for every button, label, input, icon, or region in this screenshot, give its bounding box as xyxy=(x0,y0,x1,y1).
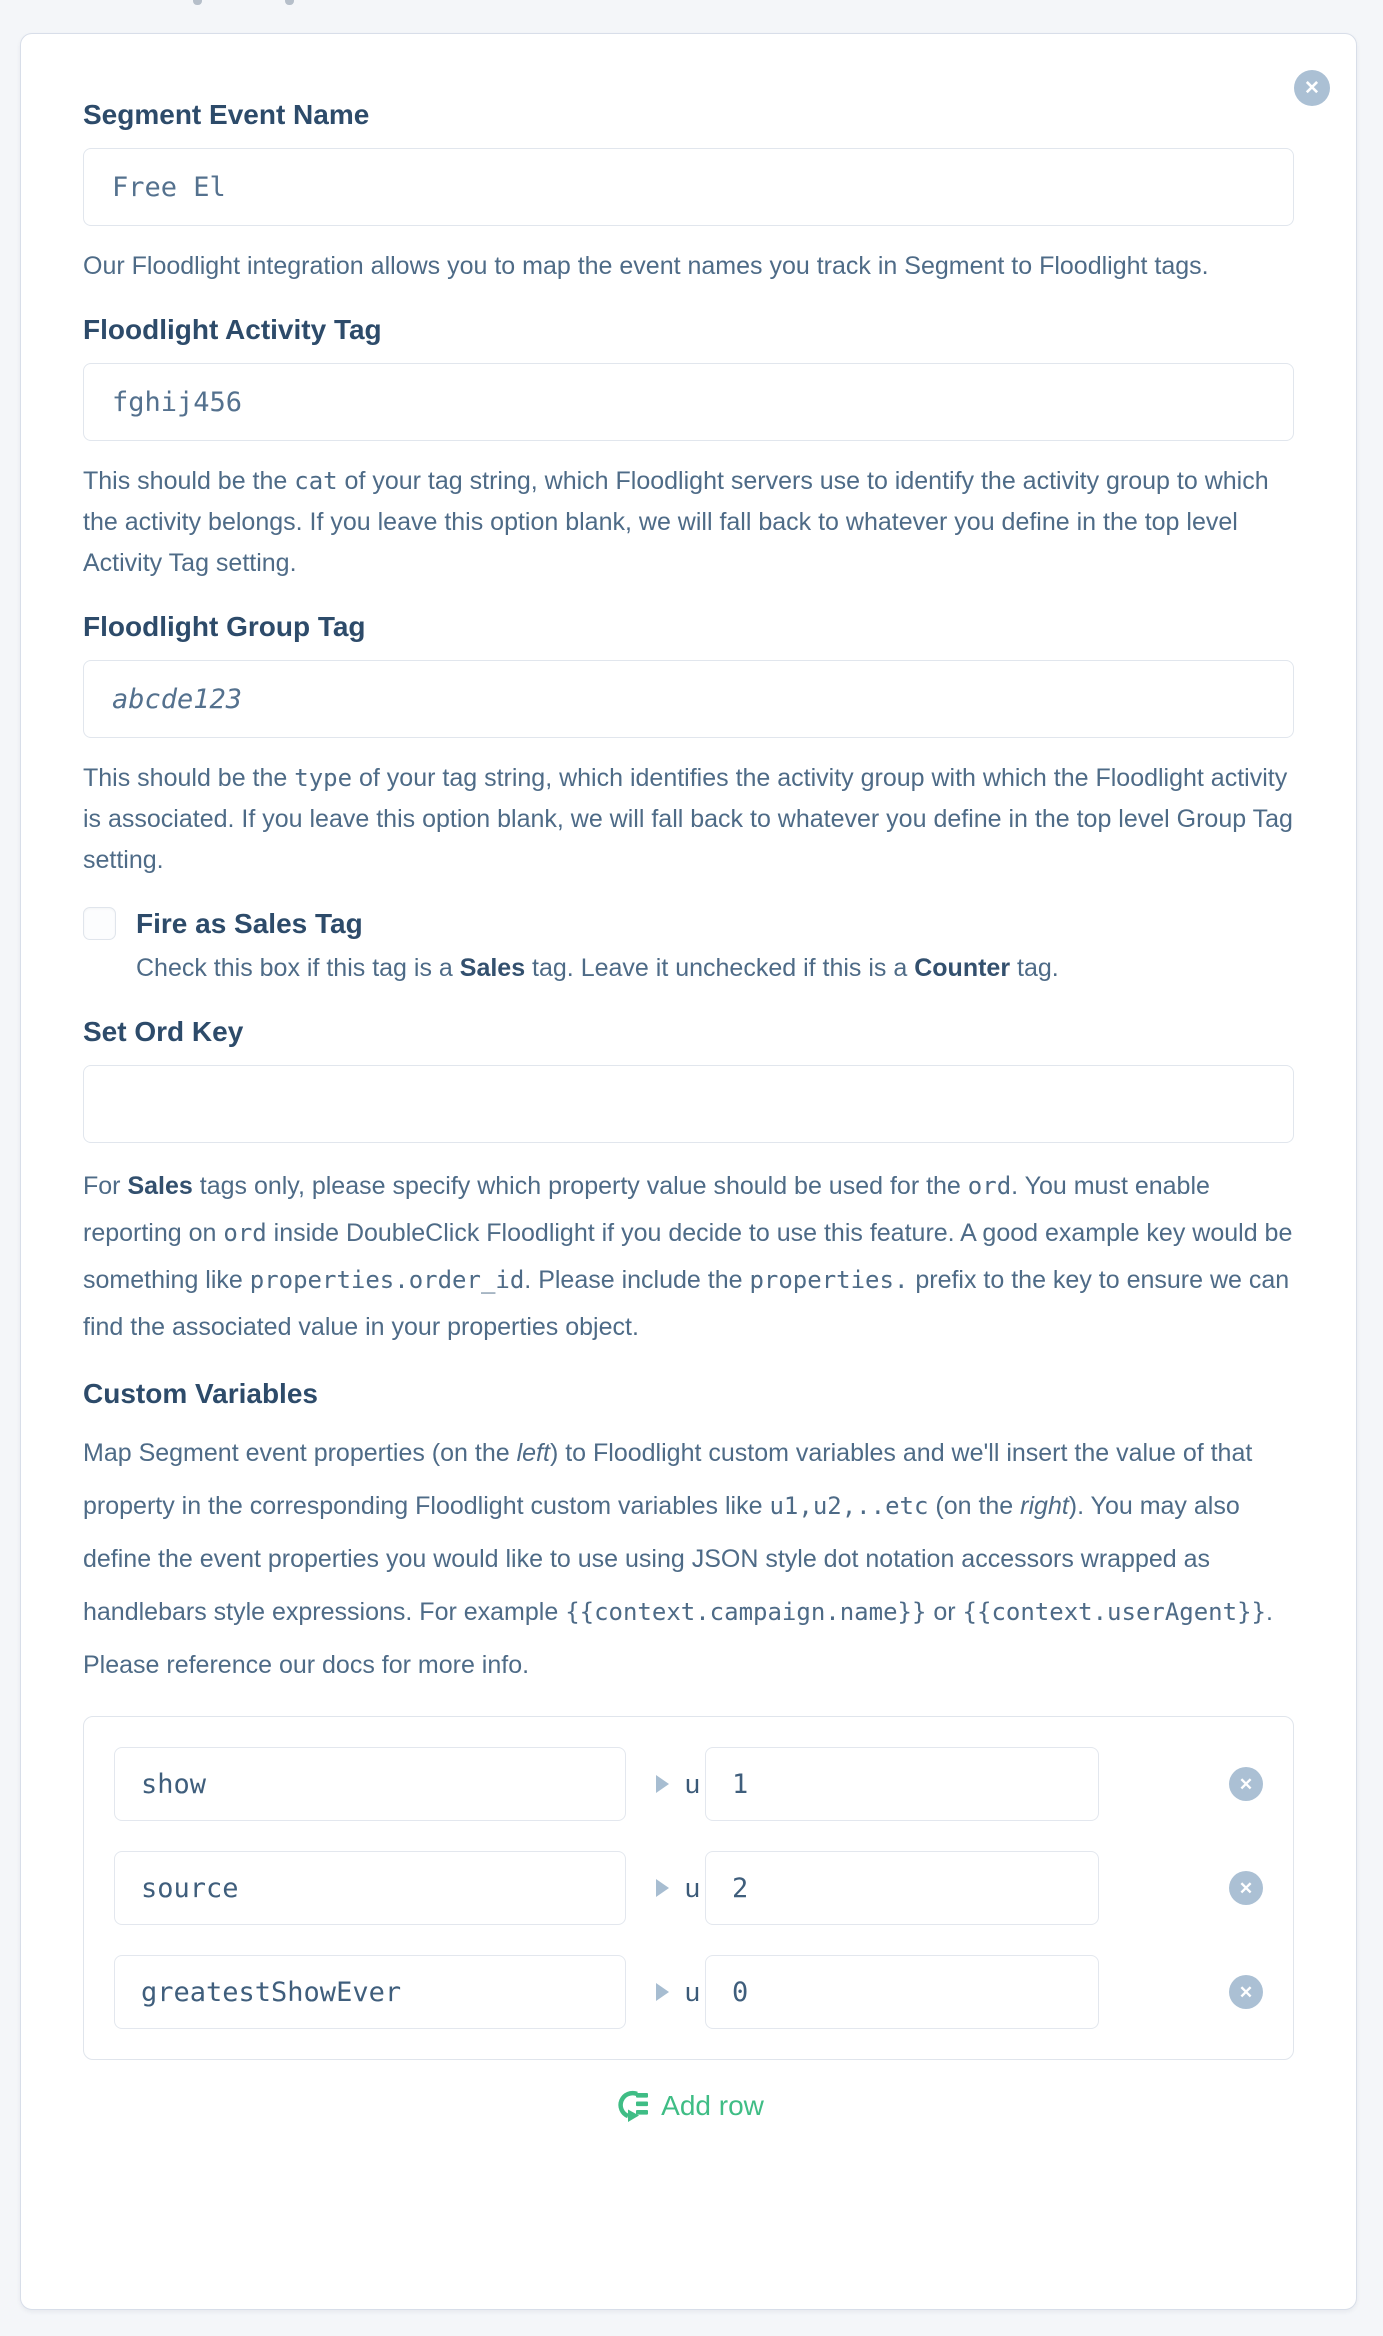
floodlight-settings-modal xyxy=(20,33,1357,2310)
clipped-text-fragment xyxy=(193,0,202,5)
property-input[interactable] xyxy=(114,1851,626,1925)
segment-event-name-input[interactable] xyxy=(83,148,1294,226)
variable-prefix: u xyxy=(685,1976,701,2007)
add-row-button[interactable] xyxy=(613,2090,764,2122)
close-icon: ✕ xyxy=(1304,77,1320,99)
group-tag-description: This should be the type of your tag string, which identifies the activity group with which the Floodlight activity is associated. If you leave this option blank, we will fall back to whatever you define in the top level Group Tag setting. xyxy=(83,764,1293,874)
remove-row-button[interactable] xyxy=(1229,1975,1263,2009)
remove-row-button[interactable] xyxy=(1229,1767,1263,1801)
property-input[interactable] xyxy=(114,1747,626,1821)
sales-tag-section xyxy=(83,907,1294,989)
remove-row-button[interactable] xyxy=(1229,1871,1263,1905)
x-icon: ✕ xyxy=(1238,1774,1254,1794)
variable-input[interactable] xyxy=(705,1851,1099,1925)
custom-variables-heading: Custom Variables xyxy=(83,1378,318,1409)
sales-tag-label: Fire as Sales Tag xyxy=(136,907,363,939)
custom-variable-row xyxy=(114,1955,1263,2029)
variable-prefix: u xyxy=(685,1872,701,1903)
variable-input[interactable] xyxy=(705,1955,1099,2029)
custom-variable-row xyxy=(114,1747,1263,1821)
activity-tag-label: Floodlight Activity Tag xyxy=(83,314,382,345)
variable-input[interactable] xyxy=(705,1747,1099,1821)
arrow-right-icon xyxy=(656,1983,669,2001)
sales-tag-help: Check this box if this tag is a Sales tag. Leave it unchecked if this is a Counter tag. xyxy=(136,954,1059,982)
group-tag-input[interactable] xyxy=(83,660,1294,738)
ord-key-description: For Sales tags only, please specify which property value should be used for the ord. You must enable reporting on ord inside DoubleClick Floodlight if you decide to use this feature. A good example key would be something like properties.order_id. Please include the properties. prefix to the key to ensure we can find the associated value in your properties object. xyxy=(83,1172,1293,1341)
add-row-label: Add row xyxy=(661,2090,764,2121)
activity-tag-input[interactable] xyxy=(83,363,1294,441)
segment-event-name-description: Our Floodlight integration allows you to map the event names you track in Segment to Floodlight tags. xyxy=(83,252,1209,280)
custom-variable-rows xyxy=(83,1716,1294,2060)
custom-variables-description: Map Segment event properties (on the left) to Floodlight custom variables and we'll insert the value of that property in the corresponding Floodlight custom variables like u1,u2,..etc (on the right). You may also define the event properties you would like to use using JSON style dot notation accessors wrapped as handlebars style expressions. For example {{context.campaign.name}} or {{context.userAgent}}. Please reference our docs for more info. xyxy=(83,1439,1273,1679)
ord-key-input[interactable] xyxy=(83,1065,1294,1143)
x-icon: ✕ xyxy=(1238,1982,1254,2002)
property-input[interactable] xyxy=(114,1955,626,2029)
clipped-text-fragment xyxy=(285,0,294,5)
variable-prefix: u xyxy=(685,1768,701,1799)
close-button[interactable] xyxy=(1294,70,1330,106)
ord-key-label: Set Ord Key xyxy=(83,1016,244,1047)
activity-tag-description: This should be the cat of your tag string, which Floodlight servers use to identify the activity group to which the activity belongs. If you leave this option blank, we will fall back to whatever you define in the top level Activity Tag setting. xyxy=(83,467,1269,577)
custom-variable-row xyxy=(114,1851,1263,1925)
segment-event-name-label: Segment Event Name xyxy=(83,99,370,130)
arrow-right-icon xyxy=(656,1879,669,1897)
arrow-right-icon xyxy=(656,1775,669,1793)
sales-tag-checkbox[interactable] xyxy=(83,907,116,940)
x-icon: ✕ xyxy=(1238,1878,1254,1898)
group-tag-label: Floodlight Group Tag xyxy=(83,611,366,642)
add-row-icon xyxy=(613,2090,649,2122)
